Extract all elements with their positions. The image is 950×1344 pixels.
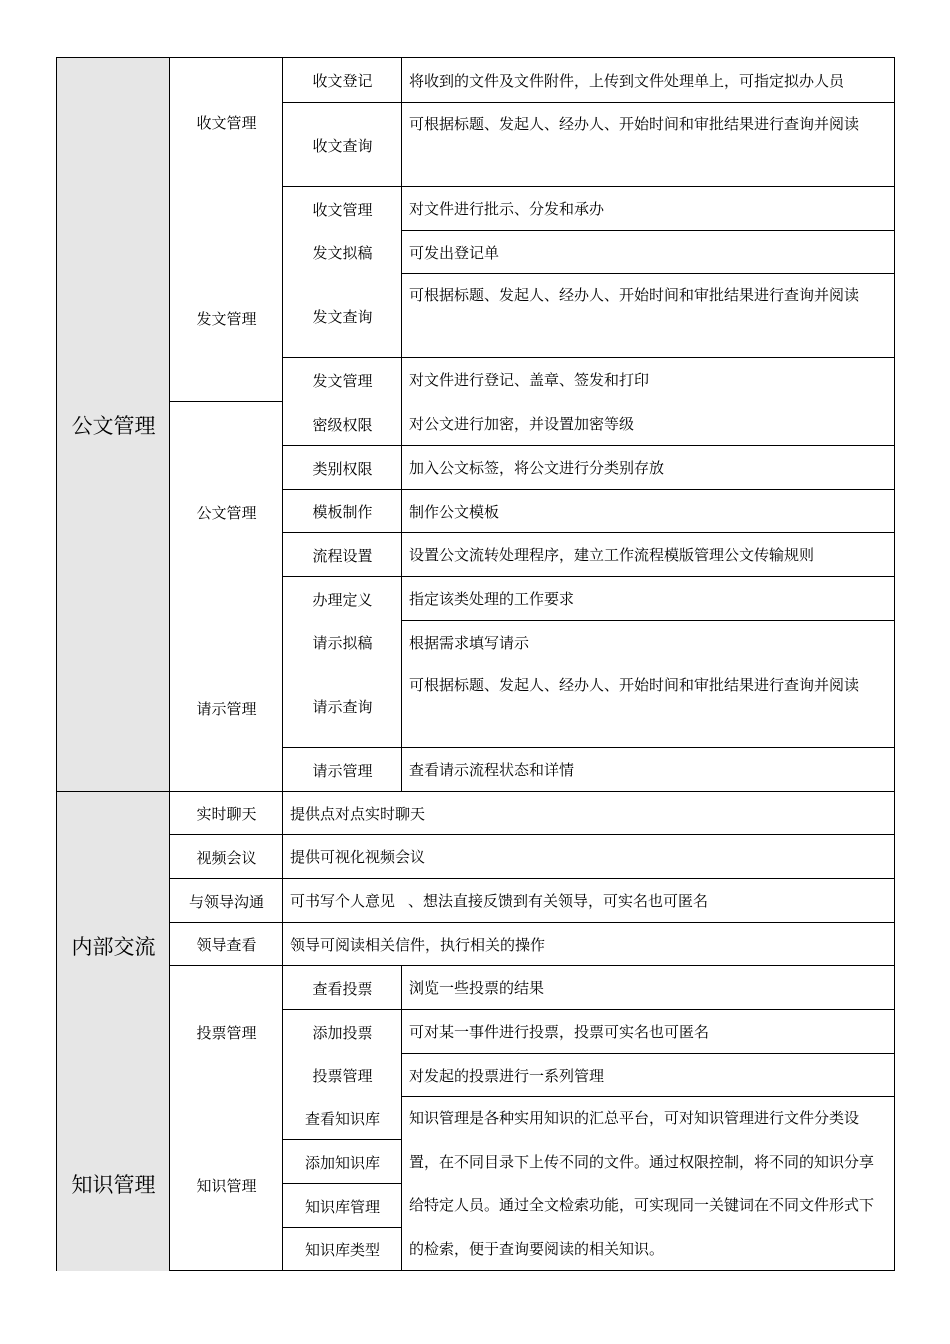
knowledge-item-2: 知识库管理 [304, 1197, 380, 1216]
group-send: 发文管理 [196, 309, 257, 328]
item-15: 添加投票 [312, 1023, 373, 1042]
hline-k3 [282, 1227, 402, 1228]
desc-11: 根据需求填写请示 [409, 633, 530, 652]
item-11: 请示拟稿 [312, 634, 373, 652]
hline-r2 [282, 186, 894, 187]
group-vote: 投票管理 [196, 1024, 257, 1042]
hline-r14 [401, 1053, 894, 1054]
leader-comm-text-a: 可书写个人意见 [290, 891, 396, 910]
item-16: 投票管理 [312, 1067, 373, 1085]
group-chat: 实时聊天 [196, 805, 257, 823]
group-knowledge: 知识管理 [196, 1176, 257, 1195]
desc-13: 查看请示流程状态和详情 [409, 761, 575, 779]
hline-r12 [282, 965, 894, 966]
hline-r8 [282, 532, 894, 533]
wide-leader-view: 领导可阅读相关信件，执行相关的操作 [290, 935, 546, 954]
hline-g3 [170, 834, 894, 835]
leader-comm-text-b: 、想法直接反馈到有关领导，可实名也可匿名 [408, 892, 709, 910]
desc-7: 加入公文标签，将公文进行分类别存放 [409, 459, 665, 477]
item-14: 查看投票 [312, 979, 373, 998]
knowledge-item-1: 添加知识库 [304, 1153, 380, 1172]
category-official-docs: 公文管理 [71, 414, 156, 438]
vline-col2 [282, 58, 283, 1271]
desc-12: 可根据标题、发起人、经办人、开始时间和审批结果进行查询并阅读 [409, 676, 860, 694]
desc-8: 制作公文模板 [409, 502, 500, 521]
hline-g4 [170, 878, 894, 879]
item-10: 办理定义 [312, 590, 373, 609]
desc-1: 可根据标题、发起人、经办人、开始时间和审批结果进行查询并阅读 [409, 115, 860, 133]
item-7: 类别权限 [312, 459, 373, 478]
vline-col3-top [401, 58, 402, 792]
knowledge-item-0: 查看知识库 [304, 1110, 380, 1128]
hline-r4 [401, 273, 894, 274]
hline-r15 [401, 1096, 894, 1097]
vline-col1 [169, 58, 170, 1271]
item-6: 密级权限 [312, 415, 373, 434]
desc-0: 将收到的文件及文件附件，上传到文件处理单上，可指定拟办人员 [409, 71, 845, 90]
vline-col3-bottom [401, 966, 402, 1271]
item-13: 请示管理 [312, 761, 373, 780]
knowledge-item-3: 知识库类型 [304, 1241, 380, 1259]
hline-r9 [282, 576, 894, 577]
hline-r1 [282, 102, 894, 103]
desc-4: 可根据标题、发起人、经办人、开始时间和审批结果进行查询并阅读 [409, 286, 860, 304]
desc-5: 对文件进行登记、盖章、签发和打印 [409, 371, 650, 389]
wide-leader-comm [283, 879, 894, 923]
category-knowledge: 知识管理 [71, 1173, 156, 1197]
item-8: 模板制作 [312, 503, 373, 521]
group-receive: 收文管理 [196, 114, 257, 132]
hline-k2 [282, 1183, 402, 1184]
category-cell-official-docs [57, 58, 170, 792]
hline-g2 [57, 791, 894, 792]
item-0: 收文登记 [312, 72, 373, 90]
group-leader-view: 领导查看 [196, 936, 257, 954]
knowledge-desc: 知识管理是各种实用知识的汇总平台，可对知识管理进行文件分类设置，在不同目录下上传不同的文件。通过权限控制，将不同的知识分享给特定人员。通过全文检索功能，可实现同一关键词在不同文件形式下的检索，便于查询要阅读的相关知识。 [409, 1109, 875, 1258]
category-internal-comm: 内部交流 [71, 935, 156, 959]
wide-video: 提供可视化视频会议 [290, 848, 426, 866]
group-leader-comm: 与领导沟通 [188, 892, 264, 911]
hline-g1 [169, 401, 282, 402]
item-2: 收文管理 [312, 200, 373, 219]
desc-16: 对发起的投票进行一系列管理 [409, 1066, 605, 1085]
group-official: 公文管理 [196, 503, 257, 522]
hline-r3 [401, 230, 894, 231]
item-5: 发文管理 [312, 371, 373, 390]
hline-g5 [170, 922, 894, 923]
desc-15: 可对某一事件进行投票，投票可实名也可匿名 [409, 1023, 710, 1041]
hline-r6 [282, 445, 894, 446]
wide-chat: 提供点对点实时聊天 [290, 804, 426, 823]
item-9: 流程设置 [312, 546, 373, 565]
hline-g6 [170, 965, 283, 966]
desc-14: 浏览一些投票的结果 [409, 979, 545, 997]
hline-r5 [282, 357, 894, 358]
desc-3: 可发出登记单 [409, 243, 500, 262]
hline-r7 [282, 489, 894, 490]
function-table [56, 57, 895, 1271]
item-1: 收文查询 [312, 136, 373, 155]
group-video: 视频会议 [196, 848, 257, 867]
hline-k1 [282, 1139, 402, 1140]
desc-6: 对公文进行加密，并设置加密等级 [409, 415, 635, 433]
hline-r11 [282, 747, 894, 748]
desc-9: 设置公文流转处理程序，建立工作流程模版管理公文传输规则 [409, 546, 815, 564]
group-request: 请示管理 [196, 699, 257, 718]
item-4: 发文查询 [312, 307, 373, 326]
item-12: 请示查询 [312, 697, 373, 716]
item-3: 发文拟稿 [312, 244, 373, 262]
hline-r13 [282, 1009, 894, 1010]
hline-r10 [401, 620, 894, 621]
desc-10: 指定该类处理的工作要求 [409, 590, 575, 608]
desc-2: 对文件进行批示、分发和承办 [409, 200, 605, 218]
